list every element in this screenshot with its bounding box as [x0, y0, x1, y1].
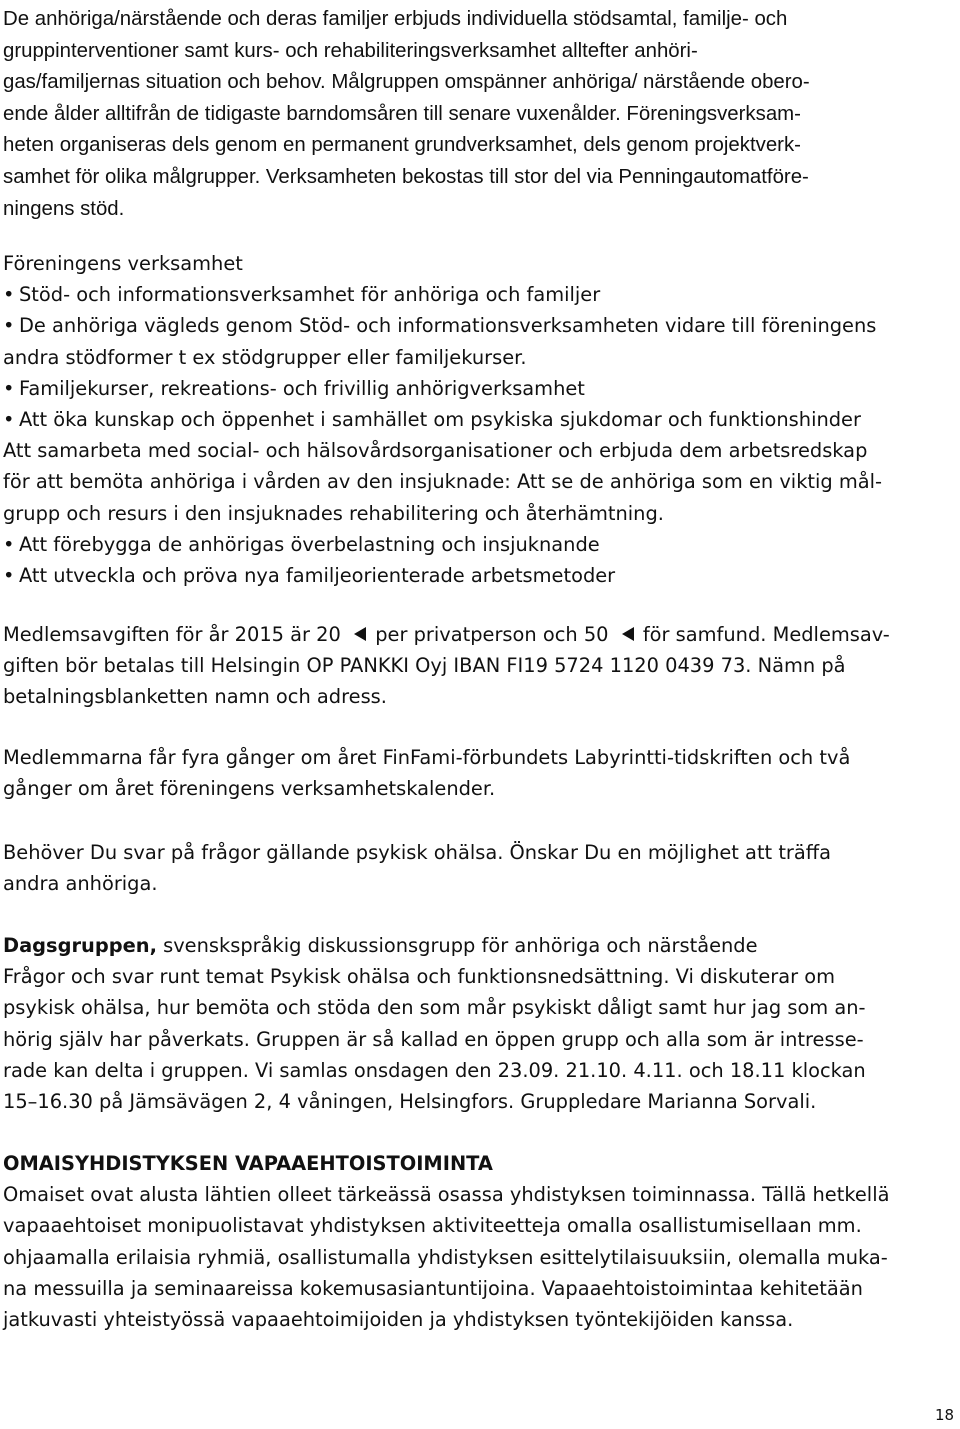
euro-icon	[349, 625, 367, 643]
svar-paragraph	[3, 837, 957, 899]
dagsgruppen-title: Dagsgruppen,	[3, 934, 157, 957]
bullet-icon: •	[3, 408, 15, 432]
intro-line: De anhöriga/närstående och deras familjer erbjuds individuella stödsamtal, familje- och	[3, 8, 788, 30]
bullet-continuation: andra stödformer t ex stödgrupper eller familjekurser.	[3, 345, 527, 369]
avgift-paragraph	[3, 619, 957, 713]
avgift-text: Medlemsavgiften för år 2015 är 20	[3, 623, 341, 646]
omaisyhdistys-section	[3, 1148, 957, 1335]
intro-line: samhet för olika målgrupper. Verksamheten bekostas till stor del via Penningautomatföre-	[3, 165, 809, 188]
paragraph-line: Att samarbeta med social- och hälsovårdsorganisationer och erbjuda dem arbetsredskap	[3, 439, 868, 463]
intro-line: ningens stöd.	[3, 197, 125, 220]
bullet-text: Stöd- och informationsverksamhet för anhöriga och familjer	[19, 283, 601, 307]
paragraph-line: gånger om året föreningens verksamhetskalender.	[3, 777, 496, 801]
paragraph-line: 15–16.30 på Jämsävägen 2, 4 våningen, Helsingfors. Gruppledare Marianna Sorvali.	[3, 1090, 817, 1114]
dagsgruppen-section	[3, 930, 957, 1117]
bullet-icon: •	[3, 376, 15, 400]
bullet-icon: •	[3, 314, 15, 338]
bullet-icon: •	[3, 283, 15, 307]
bullet-item	[3, 404, 957, 435]
intro-line: ende ålder alltifrån de tidigaste barndomsåren till senare vuxenålder. Föreningsverksam-	[3, 102, 801, 125]
labyrintti-paragraph	[3, 742, 957, 804]
paragraph-line: Behöver Du svar på frågor gällande psykisk ohälsa. Önskar Du en möjlighet att träffa	[3, 841, 832, 864]
intro-line: gruppinterventioner samt kurs- och rehabiliteringsverksamhet alltefter anhöri-	[3, 39, 698, 62]
verksamhet-section	[3, 248, 957, 591]
bullet-item	[3, 560, 957, 591]
paragraph-line: Omaiset ovat alusta lähtien olleet tärkeässä osassa yhdistyksen toiminnassa. Tällä hetkellä	[3, 1183, 890, 1207]
bullet-text: Att förebygga de anhörigas överbelastning och insjuknande	[19, 532, 600, 556]
paragraph-line: rade kan delta i gruppen. Vi samlas onsdagen den 23.09. 21.10. 4.11. och 18.11 klockan	[3, 1058, 866, 1082]
page-number: 18	[935, 1406, 955, 1424]
euro-icon	[617, 625, 635, 643]
avgift-text: per privatperson och 50	[375, 623, 609, 646]
paragraph-line: vapaaehtoiset monipuolistavat yhdistyksen aktiviteetteja omalla osallistumisellaan mm.	[3, 1214, 862, 1238]
paragraph-line: hörig själv har påverkats. Gruppen är så kallad en öppen grupp och alla som är intresse-	[3, 1027, 864, 1051]
intro-paragraph	[3, 4, 953, 225]
bullet-item	[3, 310, 957, 341]
paragraph-line: Medlemmarna får fyra gånger om året FinFami-förbundets Labyrintti-tidskriften och två	[3, 746, 851, 769]
intro-line: heten organiseras dels genom en permanent grundverksamhet, dels genom projektverk-	[3, 134, 801, 157]
paragraph-line: grupp och resurs i den insjuknades rehabilitering och återhämtning.	[3, 501, 664, 525]
avgift-line: betalningsblanketten namn och adress.	[3, 685, 387, 709]
bullet-text: De anhöriga vägleds genom Stöd- och informationsverksamheten vidare till föreningens	[19, 314, 877, 338]
omaisyhdistys-title	[3, 1148, 957, 1179]
paragraph-line: jatkuvasti yhteistyössä vapaaehtoimijoiden ja yhdistyksen työntekijöiden kanssa.	[3, 1308, 794, 1332]
bullet-icon: •	[3, 532, 15, 556]
avgift-line: giften bör betalas till Helsingin OP PANKKI Oyj IBAN FI19 5724 1120 0439 73. Nämn på	[3, 654, 846, 678]
section-heading: Föreningens verksamhet	[3, 252, 243, 275]
intro-line: gas/familjernas situation och behov. Målgruppen omspänner anhöriga/ närstående obero-	[3, 71, 810, 94]
dagsgruppen-heading-line	[3, 930, 957, 961]
bullet-text: Att utveckla och pröva nya familjeorienterade arbetsmetoder	[19, 564, 616, 588]
paragraph-line: Frågor och svar runt temat Psykisk ohälsa och funktionsnedsättning. Vi diskuterar om	[3, 965, 836, 989]
bullet-item	[3, 529, 957, 560]
avgift-text: för samfund. Medlemsav-	[642, 623, 890, 646]
paragraph-line: ohjaamalla erilaisia ryhmiä, osallistumalla yhdistyksen esittelytilaisuuksiin, olemalla muka-	[3, 1245, 888, 1269]
bullet-item	[3, 279, 957, 310]
avgift-line	[3, 619, 957, 650]
omaisyhdistys-title-text: OMAISYHDISTYKSEN VAPAAEHTOISTOIMINTA	[3, 1152, 493, 1175]
dagsgruppen-subtitle: svenskspråkig diskussionsgrupp för anhöriga och närstående	[156, 934, 758, 957]
bullet-icon: •	[3, 564, 15, 588]
paragraph-line: för att bemöta anhöriga i vården av den insjuknade: Att se de anhöriga som en viktig mål-	[3, 470, 883, 494]
bullet-text: Familjekurser, rekreations- och frivillig anhörigverksamhet	[19, 376, 585, 400]
paragraph-line: andra anhöriga.	[3, 872, 158, 896]
bullet-item	[3, 373, 957, 404]
paragraph-line: psykisk ohälsa, hur bemöta och stöda den som mår psykiskt dåligt samt hur jag som an-	[3, 996, 866, 1020]
paragraph-line: na messuilla ja seminaareissa kokemusasiantuntijoina. Vapaaehtoistoimintaa kehitetään	[3, 1276, 863, 1300]
bullet-text: Att öka kunskap och öppenhet i samhället om psykiska sjukdomar och funktionshinder	[19, 408, 861, 432]
